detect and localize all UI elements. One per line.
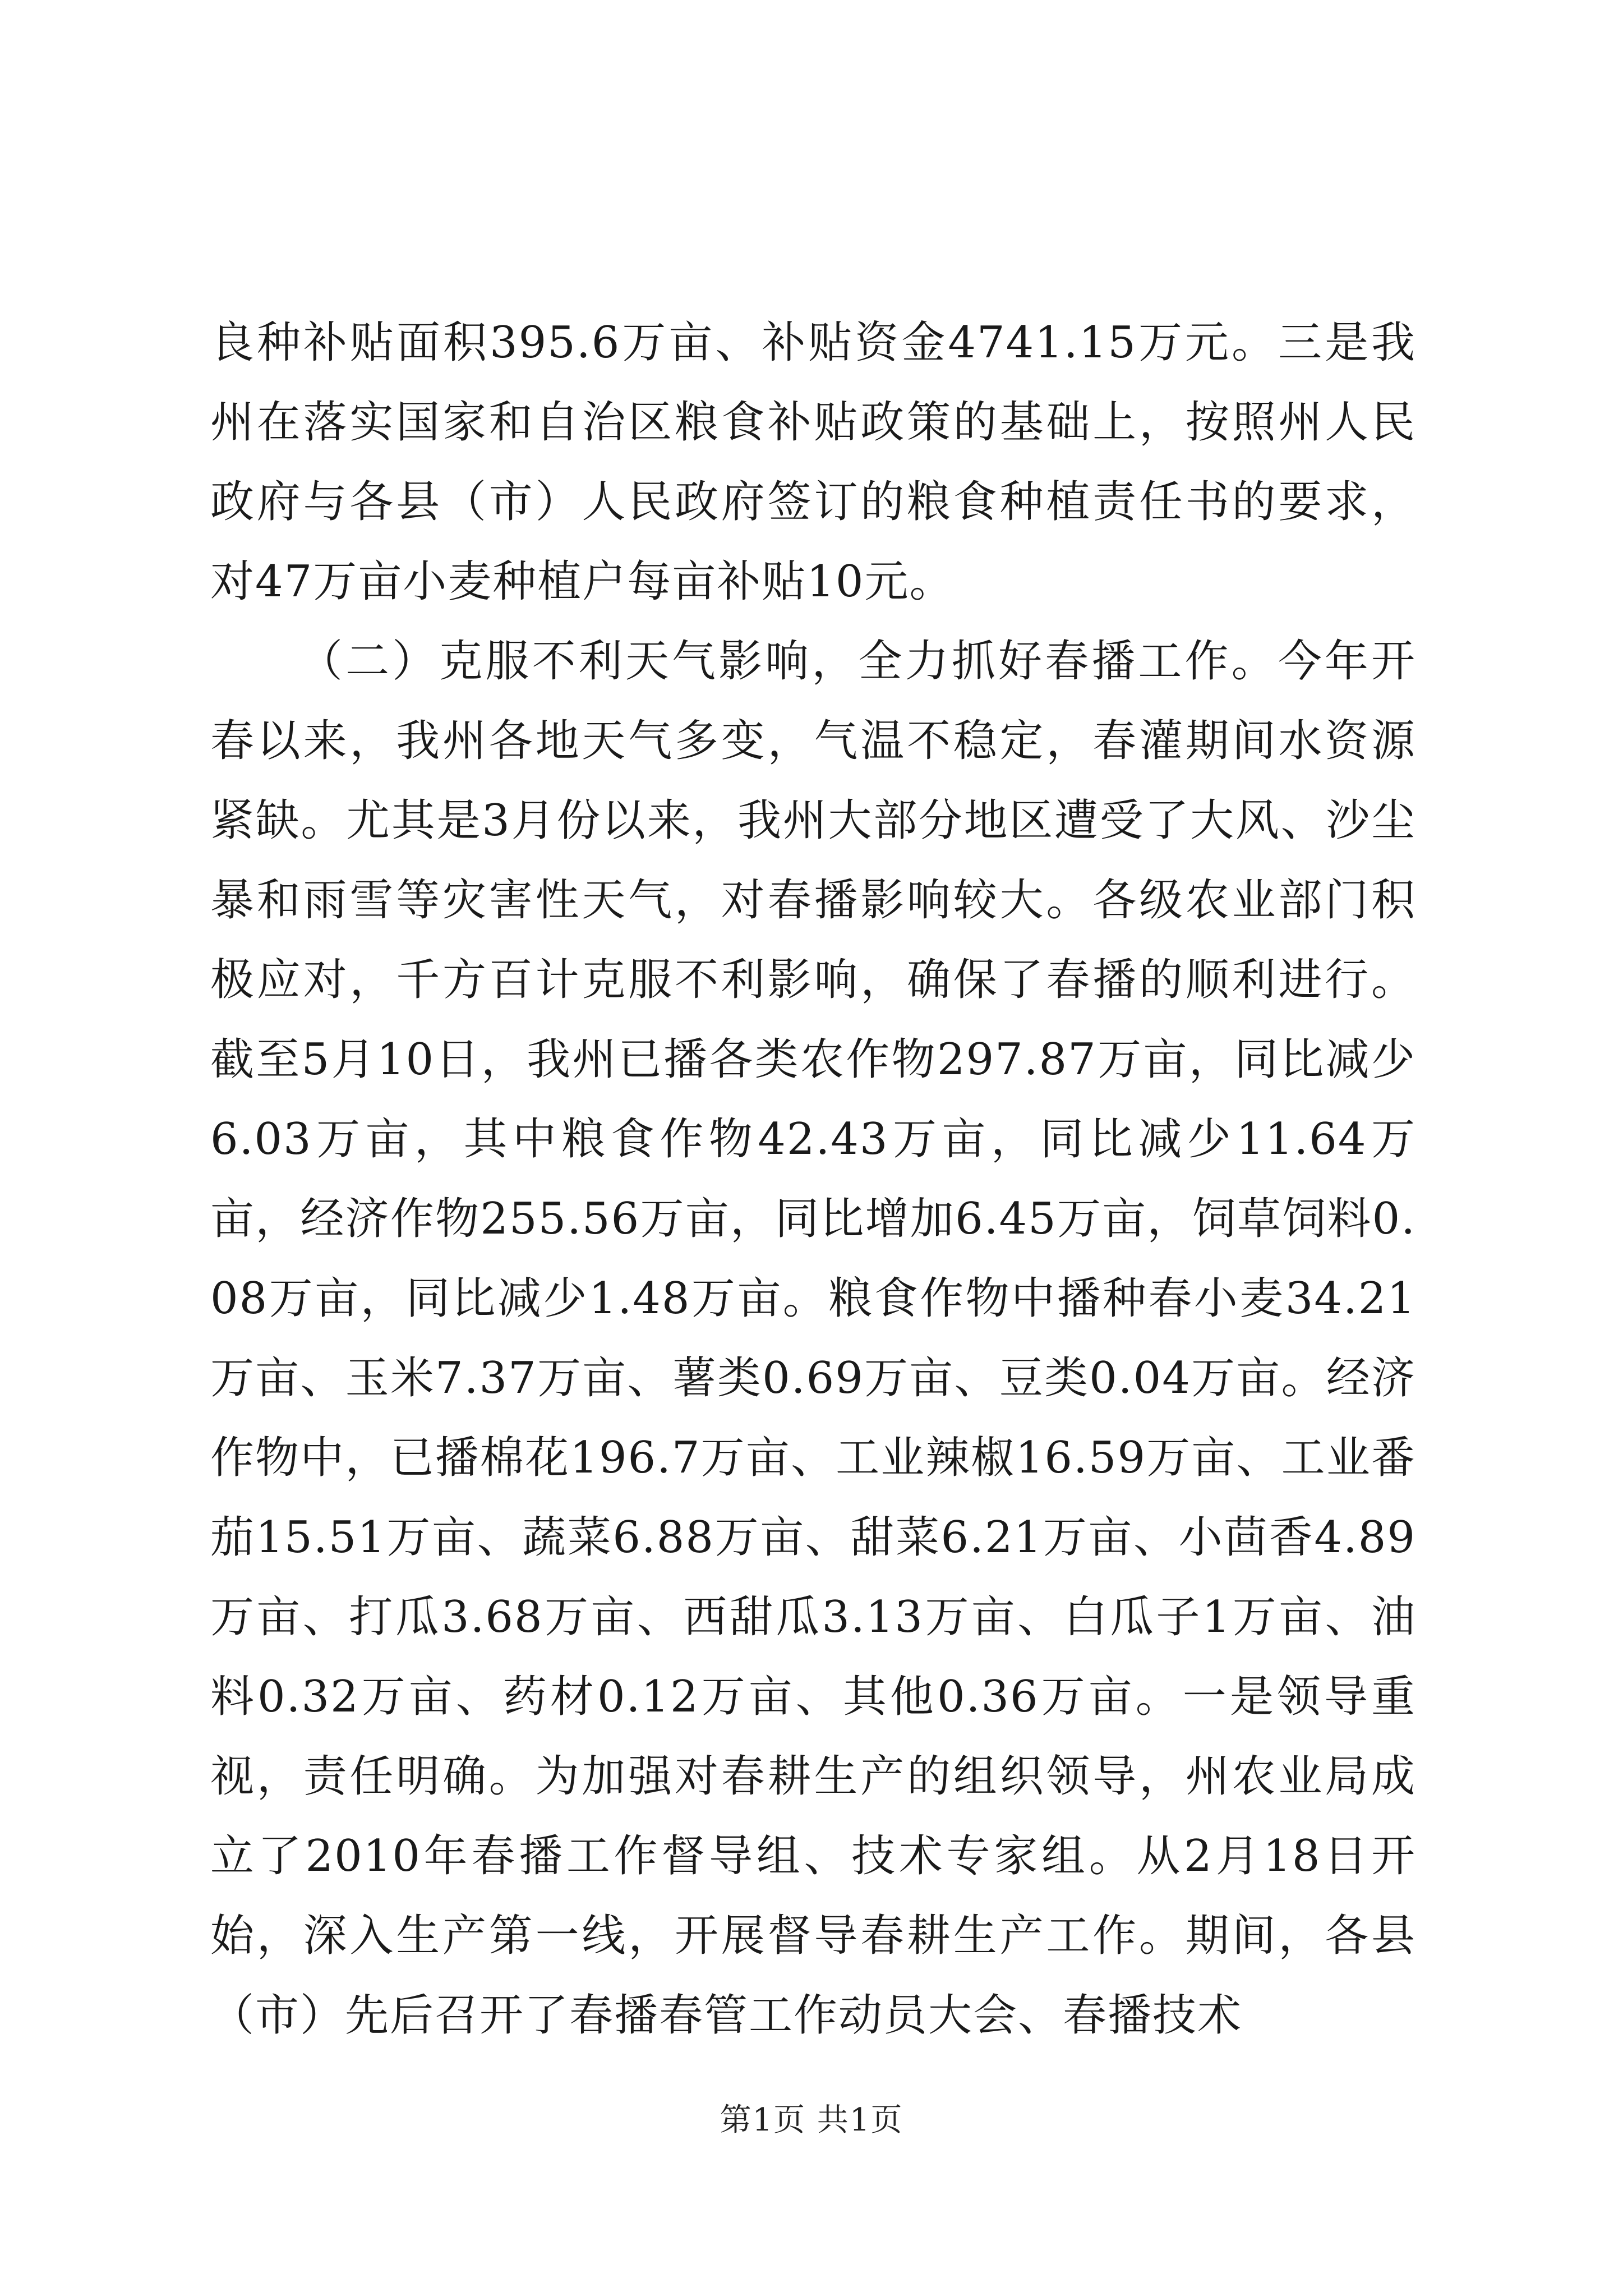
document-body [210, 303, 1416, 2055]
paragraph-2: （二）克服不利天气影响，全力抓好春播工作。今年开春以来，我州各地天气多变，气温不稳定，春灌期间水资源紧缺。尤其是3月份以来，我州大部分地区遭受了大风、沙尘暴和雨雪等灾害性天气，对春播影响较大。各级农业部门积极应对，千方百计克服不利影响，确保了春播的顺利进行。截至5月10日，我州已播各类农作物297.87万亩，同比减少6.03万亩，其中粮食作物42.43万亩，同比减少11.64万亩，经济作物255.56万亩，同比增加6.45万亩，饲草饲料0.08万亩，同比减少1.48万亩。粮食作物中播种春小麦34.21万亩、玉米7.37万亩、薯类0.69万亩、豆类0.04万亩。经济作物中，已播棉花196.7万亩、工业辣椒16.59万亩、工业番茄15.51万亩、蔬菜6.88万亩、甜菜6.21万亩、小茴香4.89万亩、打瓜3.68万亩、西甜瓜3.13万亩、白瓜子1万亩、油料0.32万亩、药材0.12万亩、其他0.36万亩。一是领导重视，责任明确。为加强对春耕生产的组织领导，州农业局成立了2010年春播工作督导组、技术专家组。从2月18日开始，深入生产第一线，开展督导春耕生产工作。期间，各县（市）先后召开了春播春管工作动员大会、春播技术 [210, 636, 1416, 2041]
paragraph-1: 良种补贴面积395.6万亩、补贴资金4741.15万元。三是我州在落实国家和自治区粮食补贴政策的基础上，按照州人民政府与各县（市）人民政府签订的粮食种植责任书的要求，对47万亩小麦种植户每亩补贴10元。 [210, 318, 1416, 607]
page-footer: 第1页 共1页 [720, 2102, 903, 2138]
